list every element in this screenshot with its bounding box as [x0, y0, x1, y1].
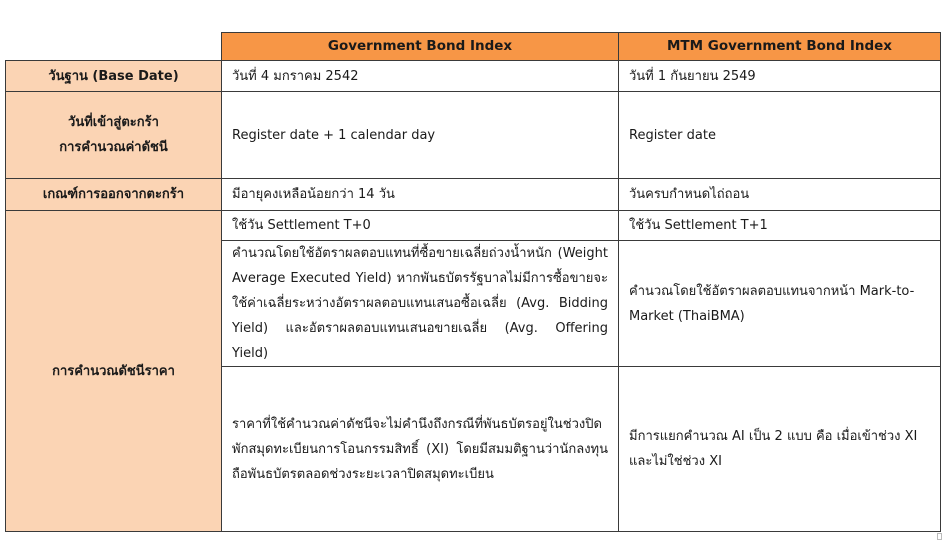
table-row-exit-criteria — [6, 179, 941, 211]
table-row-base-date — [6, 61, 941, 92]
cell-mtm-base-date: วันที่ 1 กันยายน 2549 — [619, 61, 941, 92]
bond-index-comparison-table — [5, 32, 941, 532]
cell-government-yield-method: คำนวณโดยใช้อัตราผลตอบแทนที่ซื้อขายเฉลี่ยถ่วงน้ำหนัก (Weight Average Executed Yield) หากพันธบัตรรัฐบาลไม่มีการซื้อขายจะใช้ค่าเฉลี่ยระหว่างอัตราผลตอบแทนเสนอซื้อเฉลี่ย (Avg. Bidding Yield) และอัตราผลตอบแทนเสนอขายเฉลี่ย (Avg. Offering Yield) — [222, 241, 619, 367]
row-label-entry-date — [6, 92, 222, 179]
cell-government-entry-date: Register date + 1 calendar day — [222, 92, 619, 179]
cell-government-xi-method: ราคาที่ใช้คำนวณค่าดัชนีจะไม่คำนึงถึงกรณีที่พันธบัตรอยู่ในช่วงปิดพักสมุดทะเบียนการโอนกรรมสิทธิ์ (XI) โดยมีสมมติฐานว่านักลงทุนถือพันธบัตรตลอดช่วงระยะเวลาปิดสมุดทะเบียน — [222, 367, 619, 532]
resize-handle-icon — [937, 533, 942, 540]
row-label-entry-date-line2: การคำนวณค่าดัชนี — [59, 140, 168, 155]
table-row-price-index-settlement — [6, 211, 941, 241]
row-label-entry-date-line1: วันที่เข้าสู่ตะกร้า — [68, 115, 159, 130]
cell-government-base-date: วันที่ 4 มกราคม 2542 — [222, 61, 619, 92]
header-government-bond-index: Government Bond Index — [222, 33, 619, 61]
header-row — [6, 33, 941, 61]
cell-mtm-xi-method: มีการแยกคำนวณ AI เป็น 2 แบบ คือ เมื่อเข้าช่วง XI และไม่ใช่ช่วง XI — [619, 367, 941, 532]
cell-mtm-entry-date: Register date — [619, 92, 941, 179]
header-empty-cell — [6, 33, 222, 61]
cell-government-exit-criteria: มีอายุคงเหลือน้อยกว่า 14 วัน — [222, 179, 619, 211]
cell-government-settlement: ใช้วัน Settlement T+0 — [222, 211, 619, 241]
row-label-exit-criteria: เกณฑ์การออกจากตะกร้า — [6, 179, 222, 211]
cell-mtm-exit-criteria: วันครบกำหนดไถ่ถอน — [619, 179, 941, 211]
cell-mtm-yield-method: คำนวณโดยใช้อัตราผลตอบแทนจากหน้า Mark-to-Market (ThaiBMA) — [619, 241, 941, 367]
row-label-base-date: วันฐาน (Base Date) — [6, 61, 222, 92]
row-label-price-index-calculation: การคำนวณดัชนีราคา — [6, 211, 222, 532]
table-row-entry-date — [6, 92, 941, 179]
cell-mtm-settlement: ใช้วัน Settlement T+1 — [619, 211, 941, 241]
header-mtm-government-bond-index: MTM Government Bond Index — [619, 33, 941, 61]
